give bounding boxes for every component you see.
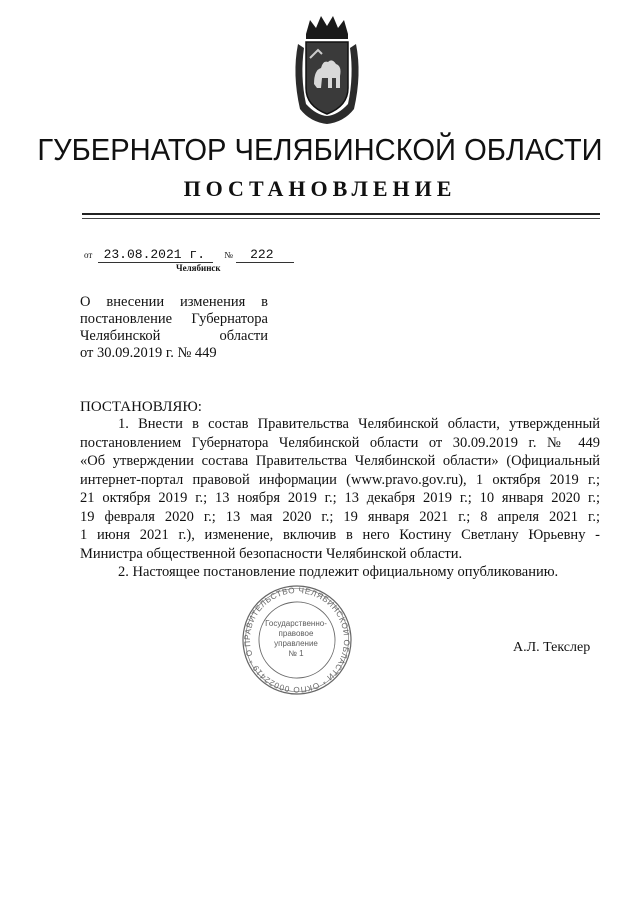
paragraph-1-line: постановлением Губернатора Челябинской области от 30.09.2019 г. № 449 xyxy=(80,434,600,451)
official-seal-stamp xyxy=(232,584,362,696)
signatory-name: А.Л. Текслер xyxy=(513,640,591,655)
coat-of-arms-emblem xyxy=(288,14,366,126)
header-rule-thick xyxy=(82,213,600,215)
governor-title: ГУБЕРНАТОР ЧЕЛЯБИНСКОЙ ОБЛАСТИ xyxy=(37,132,603,167)
paragraph-1-line: 21 октября 2019 г.; 13 ноября 2019 г.; 13 декабря 2019 г.; 10 января 2020 г.; xyxy=(80,490,600,506)
stamp-center-line: управление xyxy=(274,639,318,648)
decree-word: ПОСТАНОВЛЯЮ: xyxy=(80,399,202,415)
subject-line: О внесении изменения в xyxy=(80,294,268,310)
paragraph-2: 2. Настоящее постановление подлежит официальному опубликованию. xyxy=(118,564,559,580)
paragraph-1-line: 1 июня 2021 г.), изменение, включив в него Костину Светлану Юрьевну - xyxy=(80,527,600,543)
paragraph-1-line: интернет-портал правовой информации (www.pravo.gov.ru), 1 октября 2019 г.; xyxy=(80,471,600,488)
subject-line: постановление Губернатора xyxy=(80,311,268,327)
document-subject xyxy=(80,294,268,362)
paragraph-1-line: Министра общественной безопасности Челябинской области. xyxy=(80,545,463,562)
city-label: Челябинск xyxy=(176,263,221,273)
paragraph-1-line: 1. Внести в состав Правительства Челябинской области, утвержденный xyxy=(118,416,600,432)
header-rule-thin xyxy=(82,218,600,219)
document-date: 23.08.2021 г. xyxy=(98,247,213,263)
stamp-center-line: Государственно- xyxy=(265,619,327,628)
paragraph-1-line: 19 февраля 2020 г.; 13 мая 2020 г.; 19 января 2021 г.; 8 апреля 2021 г.; xyxy=(80,508,600,525)
number-prefix: № xyxy=(224,250,233,260)
subject-line: Челябинской области xyxy=(80,328,268,344)
stamp-ring-text: ПРАВИТЕЛЬСТВО ЧЕЛЯБИНСКОЙ ОБЛАСТИ * ОКПО 00022419 * ОГРН xyxy=(242,585,352,695)
paragraph-1-line: «Об утверждении состава Правительства Челябинской области» (Официальный xyxy=(80,453,600,469)
document-type: ПОСТАНОВЛЕНИЕ xyxy=(183,176,457,201)
document-number: 222 xyxy=(236,247,293,263)
subject-line: от 30.09.2019 г. № 449 xyxy=(80,345,217,361)
stamp-center-line: правовое xyxy=(278,629,314,638)
stamp-center-line: № 1 xyxy=(288,649,304,658)
document-body xyxy=(80,415,600,582)
date-prefix: от xyxy=(84,250,93,260)
date-number-line xyxy=(84,246,294,263)
